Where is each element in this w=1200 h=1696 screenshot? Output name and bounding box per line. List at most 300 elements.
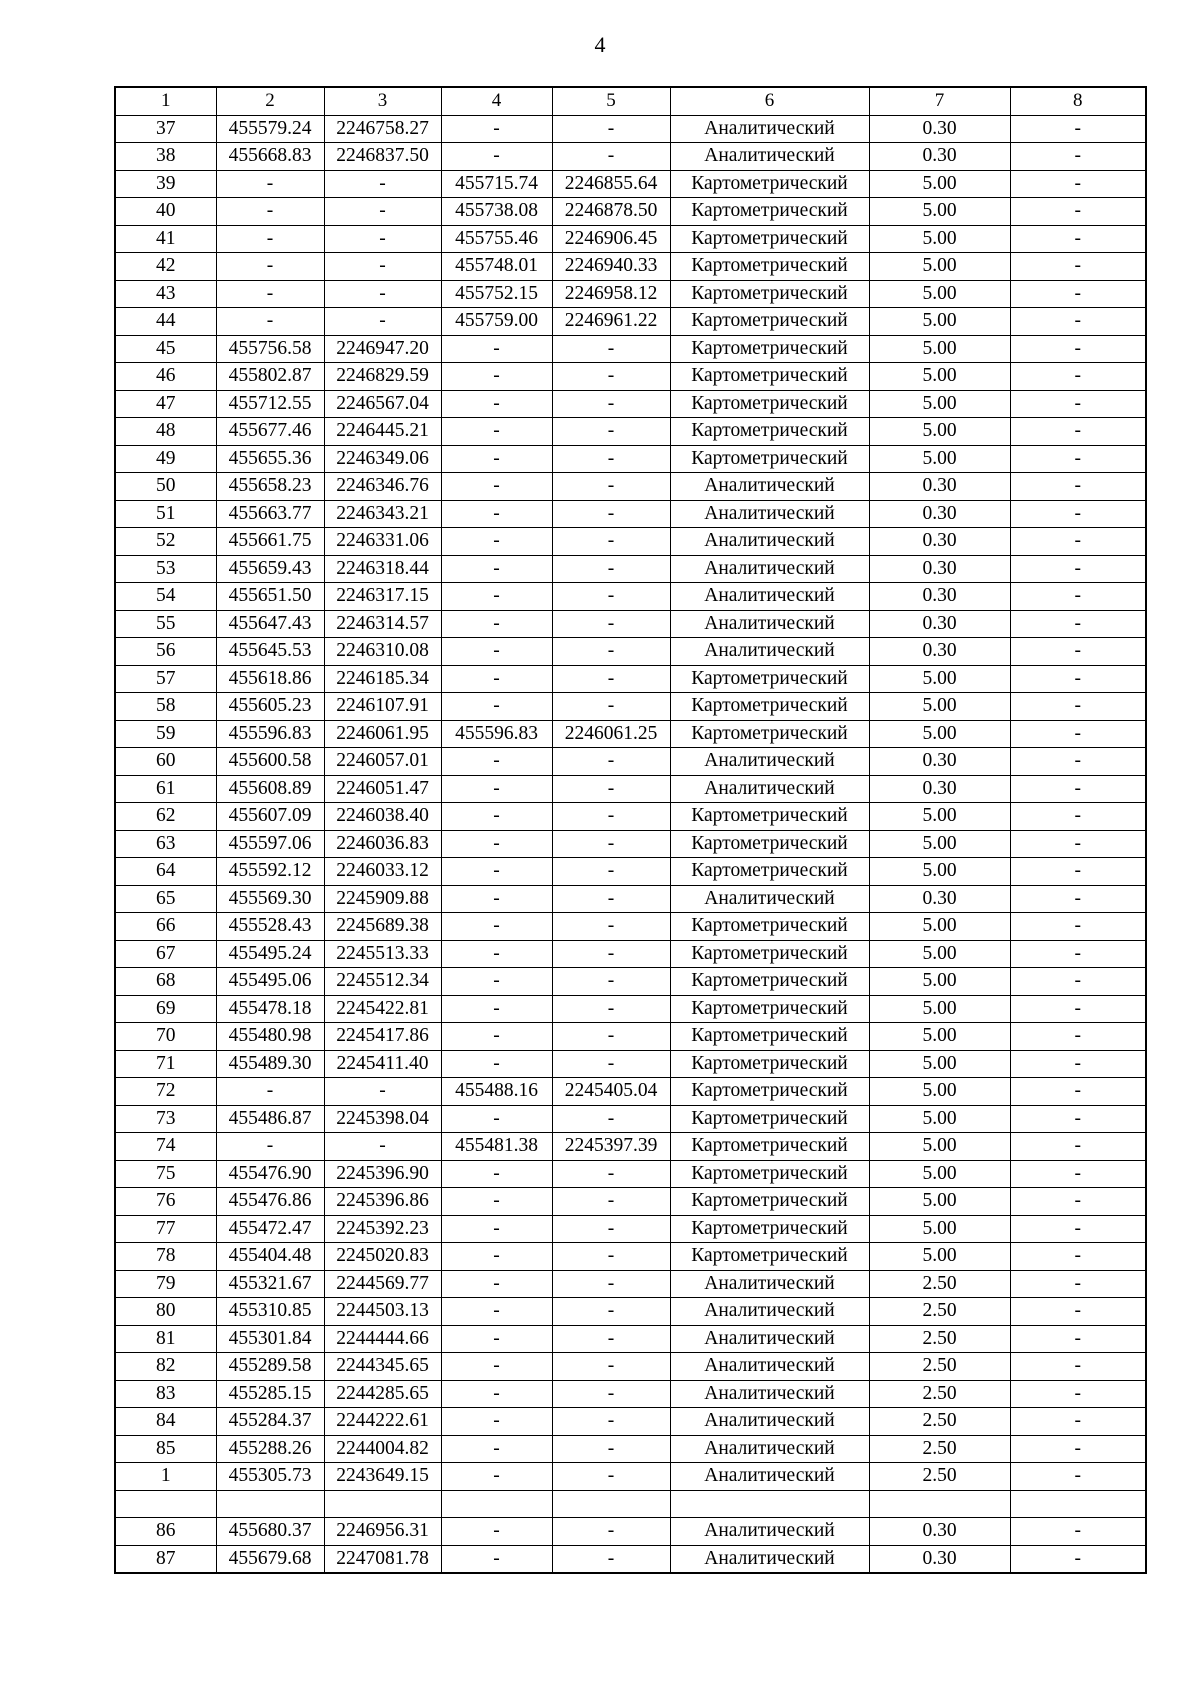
table-cell: -	[441, 1105, 552, 1133]
table-cell: -	[552, 885, 670, 913]
table-cell: 2246349.06	[324, 445, 441, 473]
table-cell: 5.00	[869, 940, 1010, 968]
table-cell: Аналитический	[670, 1518, 869, 1546]
table-cell: 455752.15	[441, 280, 552, 308]
table-cell: -	[552, 1380, 670, 1408]
table-cell: -	[1010, 1463, 1146, 1491]
table-cell: 455755.46	[441, 225, 552, 253]
table-cell: 2246314.57	[324, 610, 441, 638]
table-row	[115, 583, 1146, 611]
table-cell: Картометрический	[670, 225, 869, 253]
table-cell: -	[552, 775, 670, 803]
table-cell: 5.00	[869, 335, 1010, 363]
table-cell: -	[552, 665, 670, 693]
table-row	[115, 1050, 1146, 1078]
table-cell	[441, 1490, 552, 1518]
table-cell: 0.30	[869, 1545, 1010, 1573]
table-cell: 455668.83	[216, 143, 324, 171]
table-cell: 455301.84	[216, 1325, 324, 1353]
table-cell: 2.50	[869, 1325, 1010, 1353]
table-cell: 59	[115, 720, 216, 748]
table-row	[115, 1023, 1146, 1051]
table-cell: 2.50	[869, 1380, 1010, 1408]
table-cell: 62	[115, 803, 216, 831]
table-cell: -	[1010, 555, 1146, 583]
table-row	[115, 1408, 1146, 1436]
table-cell: -	[441, 995, 552, 1023]
table-cell: 0.30	[869, 528, 1010, 556]
table-row	[115, 1270, 1146, 1298]
table-row	[115, 885, 1146, 913]
table-row	[115, 1463, 1146, 1491]
table-cell: -	[441, 968, 552, 996]
table-cell: 2245392.23	[324, 1215, 441, 1243]
table-cell: -	[441, 913, 552, 941]
table-cell: 455658.23	[216, 473, 324, 501]
table-cell: -	[441, 775, 552, 803]
table-cell: Картометрический	[670, 253, 869, 281]
table-row	[115, 500, 1146, 528]
table-cell: 53	[115, 555, 216, 583]
table-cell: -	[552, 830, 670, 858]
table-cell: -	[552, 1408, 670, 1436]
table-cell: Аналитический	[670, 583, 869, 611]
table-cell: Картометрический	[670, 280, 869, 308]
table-cell: 455605.23	[216, 693, 324, 721]
table-cell: 455472.47	[216, 1215, 324, 1243]
table-cell: Аналитический	[670, 885, 869, 913]
table-cell: 42	[115, 253, 216, 281]
table-cell: 2246036.83	[324, 830, 441, 858]
table-cell: Аналитический	[670, 610, 869, 638]
table-cell: 2244569.77	[324, 1270, 441, 1298]
table-row	[115, 170, 1146, 198]
table-row	[115, 940, 1146, 968]
table-row	[115, 1518, 1146, 1546]
table-cell: Картометрический	[670, 390, 869, 418]
table-cell: 455486.87	[216, 1105, 324, 1133]
table-cell: Аналитический	[670, 1270, 869, 1298]
table-cell: -	[1010, 830, 1146, 858]
table-cell: 55	[115, 610, 216, 638]
table-cell: 2246445.21	[324, 418, 441, 446]
table-cell: 86	[115, 1518, 216, 1546]
table-cell: 40	[115, 198, 216, 226]
table-cell: -	[552, 555, 670, 583]
table-cell: 47	[115, 390, 216, 418]
table-cell: 455651.50	[216, 583, 324, 611]
table-cell: 49	[115, 445, 216, 473]
table-cell: 83	[115, 1380, 216, 1408]
table-cell: Картометрический	[670, 720, 869, 748]
table-cell: 455715.74	[441, 170, 552, 198]
table-cell: -	[324, 170, 441, 198]
table-cell: Аналитический	[670, 473, 869, 501]
table-row	[115, 665, 1146, 693]
table-cell: -	[1010, 280, 1146, 308]
table-cell: 455802.87	[216, 363, 324, 391]
table-cell: Аналитический	[670, 775, 869, 803]
table-cell: 2.50	[869, 1298, 1010, 1326]
table-cell: -	[441, 940, 552, 968]
table-cell: -	[1010, 1353, 1146, 1381]
table-cell: 82	[115, 1353, 216, 1381]
table-cell: -	[552, 143, 670, 171]
table-cell: -	[1010, 1325, 1146, 1353]
table-cell: -	[1010, 308, 1146, 336]
table-row	[115, 555, 1146, 583]
table-cell: 2247081.78	[324, 1545, 441, 1573]
table-cell: Аналитический	[670, 528, 869, 556]
table-row	[115, 528, 1146, 556]
table-cell: 5.00	[869, 693, 1010, 721]
table-cell: -	[441, 1353, 552, 1381]
table-cell: 455600.58	[216, 748, 324, 776]
table-cell: Картометрический	[670, 1023, 869, 1051]
table-cell: 61	[115, 775, 216, 803]
table-row	[115, 198, 1146, 226]
table-cell: -	[441, 115, 552, 143]
table-cell: Картометрический	[670, 198, 869, 226]
table-cell: 78	[115, 1243, 216, 1271]
table-cell: 455608.89	[216, 775, 324, 803]
table-cell: Аналитический	[670, 1298, 869, 1326]
table-row	[115, 830, 1146, 858]
table-cell: 2244004.82	[324, 1435, 441, 1463]
table-cell: 43	[115, 280, 216, 308]
table-cell: 2245422.81	[324, 995, 441, 1023]
table-cell: 2.50	[869, 1435, 1010, 1463]
table-cell: -	[441, 748, 552, 776]
table-cell: -	[1010, 445, 1146, 473]
table-row	[115, 1380, 1146, 1408]
table-cell: 2.50	[869, 1353, 1010, 1381]
table-cell: 63	[115, 830, 216, 858]
table-row	[115, 1078, 1146, 1106]
column-header: 3	[324, 87, 441, 115]
table-cell: -	[552, 1435, 670, 1463]
table-cell: 84	[115, 1408, 216, 1436]
table-cell: 80	[115, 1298, 216, 1326]
table-cell: 5.00	[869, 418, 1010, 446]
table-cell: 2245411.40	[324, 1050, 441, 1078]
table-cell: -	[441, 638, 552, 666]
table-cell: Картометрический	[670, 418, 869, 446]
column-header: 4	[441, 87, 552, 115]
table-cell: 5.00	[869, 1243, 1010, 1271]
table-cell: 455480.98	[216, 1023, 324, 1051]
table-cell: -	[1010, 995, 1146, 1023]
table-cell: Картометрический	[670, 1050, 869, 1078]
table-cell: -	[1010, 1435, 1146, 1463]
table-cell: 67	[115, 940, 216, 968]
table-cell: -	[1010, 170, 1146, 198]
table-cell: 0.30	[869, 748, 1010, 776]
table-cell: Картометрический	[670, 335, 869, 363]
table-cell: -	[1010, 143, 1146, 171]
table-cell: -	[441, 1408, 552, 1436]
table-cell: 5.00	[869, 170, 1010, 198]
table-row	[115, 720, 1146, 748]
table-cell: 2.50	[869, 1270, 1010, 1298]
table-cell: Картометрический	[670, 1243, 869, 1271]
table-cell: -	[441, 1270, 552, 1298]
table-row	[115, 225, 1146, 253]
table-cell: -	[552, 858, 670, 886]
column-header: 7	[869, 87, 1010, 115]
table-cell: Картометрический	[670, 940, 869, 968]
table-cell: -	[324, 1133, 441, 1161]
table-row	[115, 968, 1146, 996]
table-row	[115, 1435, 1146, 1463]
table-cell: -	[216, 253, 324, 281]
table-cell: 5.00	[869, 720, 1010, 748]
table-cell: -	[441, 693, 552, 721]
table-cell: 5.00	[869, 1215, 1010, 1243]
table-cell: -	[552, 445, 670, 473]
table-cell: -	[1010, 885, 1146, 913]
table-cell: Аналитический	[670, 555, 869, 583]
table-cell: 0.30	[869, 1518, 1010, 1546]
table-cell: Аналитический	[670, 1435, 869, 1463]
table-cell: 2246033.12	[324, 858, 441, 886]
table-row	[115, 445, 1146, 473]
table-cell: -	[552, 803, 670, 831]
table-cell: 2246185.34	[324, 665, 441, 693]
table-cell: Картометрический	[670, 913, 869, 941]
table-cell: 455679.68	[216, 1545, 324, 1573]
table-cell: -	[1010, 775, 1146, 803]
table-cell: -	[552, 1518, 670, 1546]
table-cell: -	[1010, 1050, 1146, 1078]
table-cell: -	[441, 335, 552, 363]
table-cell: Картометрический	[670, 858, 869, 886]
table-cell	[552, 1490, 670, 1518]
table-cell: 5.00	[869, 1133, 1010, 1161]
table-cell: 2246061.25	[552, 720, 670, 748]
table-cell: Картометрический	[670, 1160, 869, 1188]
table-cell: Картометрический	[670, 1105, 869, 1133]
table-cell: 455756.58	[216, 335, 324, 363]
table-cell: 0.30	[869, 775, 1010, 803]
table-cell: 5.00	[869, 225, 1010, 253]
table-row	[115, 913, 1146, 941]
table-row	[115, 1105, 1146, 1133]
table-cell: -	[441, 1325, 552, 1353]
table-cell: -	[1010, 1380, 1146, 1408]
table-cell: Картометрический	[670, 665, 869, 693]
table-cell: -	[552, 528, 670, 556]
table-cell: -	[1010, 638, 1146, 666]
table-cell: -	[552, 418, 670, 446]
table-cell: 5.00	[869, 1160, 1010, 1188]
table-cell: -	[552, 390, 670, 418]
table-cell: 5.00	[869, 1105, 1010, 1133]
table-cell: 2246961.22	[552, 308, 670, 336]
table-cell: 455476.90	[216, 1160, 324, 1188]
table-cell: -	[552, 115, 670, 143]
table-cell: -	[1010, 473, 1146, 501]
table-row	[115, 1298, 1146, 1326]
table-cell: 0.30	[869, 638, 1010, 666]
table-cell: -	[441, 390, 552, 418]
table-cell: 455289.58	[216, 1353, 324, 1381]
table-cell: -	[441, 1023, 552, 1051]
column-header: 6	[670, 87, 869, 115]
table-cell: -	[1010, 913, 1146, 941]
table-cell: 68	[115, 968, 216, 996]
table-cell: 5.00	[869, 665, 1010, 693]
table-cell: 2245397.39	[552, 1133, 670, 1161]
table-cell: -	[1010, 693, 1146, 721]
table-cell: -	[324, 225, 441, 253]
table-cell: 2245405.04	[552, 1078, 670, 1106]
table-cell: 455569.30	[216, 885, 324, 913]
table-cell: 5.00	[869, 1050, 1010, 1078]
table-cell: 455738.08	[441, 198, 552, 226]
table-cell: 0.30	[869, 473, 1010, 501]
table-cell: -	[441, 1243, 552, 1271]
table-cell: -	[1010, 198, 1146, 226]
table-cell: -	[441, 610, 552, 638]
table-cell: -	[1010, 1023, 1146, 1051]
table-cell: -	[1010, 335, 1146, 363]
table-cell: -	[441, 803, 552, 831]
table-row	[115, 280, 1146, 308]
table-cell: Картометрический	[670, 170, 869, 198]
table-cell: 2244285.65	[324, 1380, 441, 1408]
table-cell: 52	[115, 528, 216, 556]
table-cell: -	[441, 445, 552, 473]
table-cell: -	[1010, 1215, 1146, 1243]
table-cell: 2246829.59	[324, 363, 441, 391]
table-cell: -	[441, 500, 552, 528]
table-row	[115, 803, 1146, 831]
table-cell: -	[552, 748, 670, 776]
table-cell: Аналитический	[670, 143, 869, 171]
table-cell: -	[1010, 1078, 1146, 1106]
table-row	[115, 335, 1146, 363]
table-cell: 455596.83	[441, 720, 552, 748]
table-cell: -	[552, 1023, 670, 1051]
table-cell: 2246331.06	[324, 528, 441, 556]
table-cell: 455663.77	[216, 500, 324, 528]
table-cell: -	[441, 1463, 552, 1491]
table-cell: 5.00	[869, 390, 1010, 418]
table-cell: 87	[115, 1545, 216, 1573]
table-cell: 56	[115, 638, 216, 666]
table-cell: -	[552, 1325, 670, 1353]
table-cell: 2246317.15	[324, 583, 441, 611]
table-cell: 455528.43	[216, 913, 324, 941]
table-cell: -	[552, 335, 670, 363]
table-cell: 2.50	[869, 1408, 1010, 1436]
table-cell: -	[441, 1545, 552, 1573]
table-row	[115, 1545, 1146, 1573]
table-cell: 455284.37	[216, 1408, 324, 1436]
table-cell: 5.00	[869, 858, 1010, 886]
table-cell: 73	[115, 1105, 216, 1133]
table-cell: 2245689.38	[324, 913, 441, 941]
table-cell: -	[1010, 418, 1146, 446]
table-cell: 455677.46	[216, 418, 324, 446]
table-cell: -	[1010, 253, 1146, 281]
table-row	[115, 610, 1146, 638]
table-cell: 455310.85	[216, 1298, 324, 1326]
table-cell: 5.00	[869, 968, 1010, 996]
table-cell: Картометрический	[670, 445, 869, 473]
table-cell: -	[552, 1545, 670, 1573]
table-cell: 2244503.13	[324, 1298, 441, 1326]
table-cell: 2246318.44	[324, 555, 441, 583]
table-cell: -	[441, 1518, 552, 1546]
table-cell: 2246038.40	[324, 803, 441, 831]
table-cell: Картометрический	[670, 363, 869, 391]
table-row	[115, 390, 1146, 418]
table-row	[115, 1243, 1146, 1271]
table-cell: Аналитический	[670, 748, 869, 776]
table-cell: 455579.24	[216, 115, 324, 143]
table-cell: 45	[115, 335, 216, 363]
table-cell: 76	[115, 1188, 216, 1216]
table-cell: 70	[115, 1023, 216, 1051]
table-cell: 5.00	[869, 995, 1010, 1023]
table-row	[115, 638, 1146, 666]
table-cell: 455478.18	[216, 995, 324, 1023]
table-cell: Картометрический	[670, 1078, 869, 1106]
table-row	[115, 1490, 1146, 1518]
table-cell: 5.00	[869, 280, 1010, 308]
coordinates-table	[114, 86, 1147, 1574]
table-cell: -	[441, 418, 552, 446]
table-cell: -	[216, 170, 324, 198]
table-cell: -	[1010, 1408, 1146, 1436]
table-cell: Аналитический	[670, 500, 869, 528]
table-cell: 2246947.20	[324, 335, 441, 363]
table-cell: 2246346.76	[324, 473, 441, 501]
table-cell: -	[552, 638, 670, 666]
table-cell: -	[1010, 1298, 1146, 1326]
table-row	[115, 1188, 1146, 1216]
table-cell: 455285.15	[216, 1380, 324, 1408]
table-cell: 0.30	[869, 555, 1010, 583]
table-cell: -	[552, 1215, 670, 1243]
table-cell: 455647.43	[216, 610, 324, 638]
table-cell: 74	[115, 1133, 216, 1161]
table-row	[115, 115, 1146, 143]
table-cell: Картометрический	[670, 995, 869, 1023]
table-cell: 51	[115, 500, 216, 528]
column-header: 2	[216, 87, 324, 115]
table-cell: -	[1010, 1243, 1146, 1271]
table-cell: 455288.26	[216, 1435, 324, 1463]
table-cell: -	[441, 583, 552, 611]
table-cell: 39	[115, 170, 216, 198]
table-cell: -	[324, 1078, 441, 1106]
table-cell: 455659.43	[216, 555, 324, 583]
table-cell: -	[1010, 1133, 1146, 1161]
table-cell: Картометрический	[670, 803, 869, 831]
table-cell: -	[1010, 720, 1146, 748]
table-cell: 5.00	[869, 363, 1010, 391]
table-cell: -	[441, 1380, 552, 1408]
table-cell: -	[1010, 1270, 1146, 1298]
table-cell: 69	[115, 995, 216, 1023]
table-cell: 5.00	[869, 445, 1010, 473]
table-cell: 1	[115, 1463, 216, 1491]
table-cell: -	[552, 940, 670, 968]
table-cell: Картометрический	[670, 693, 869, 721]
